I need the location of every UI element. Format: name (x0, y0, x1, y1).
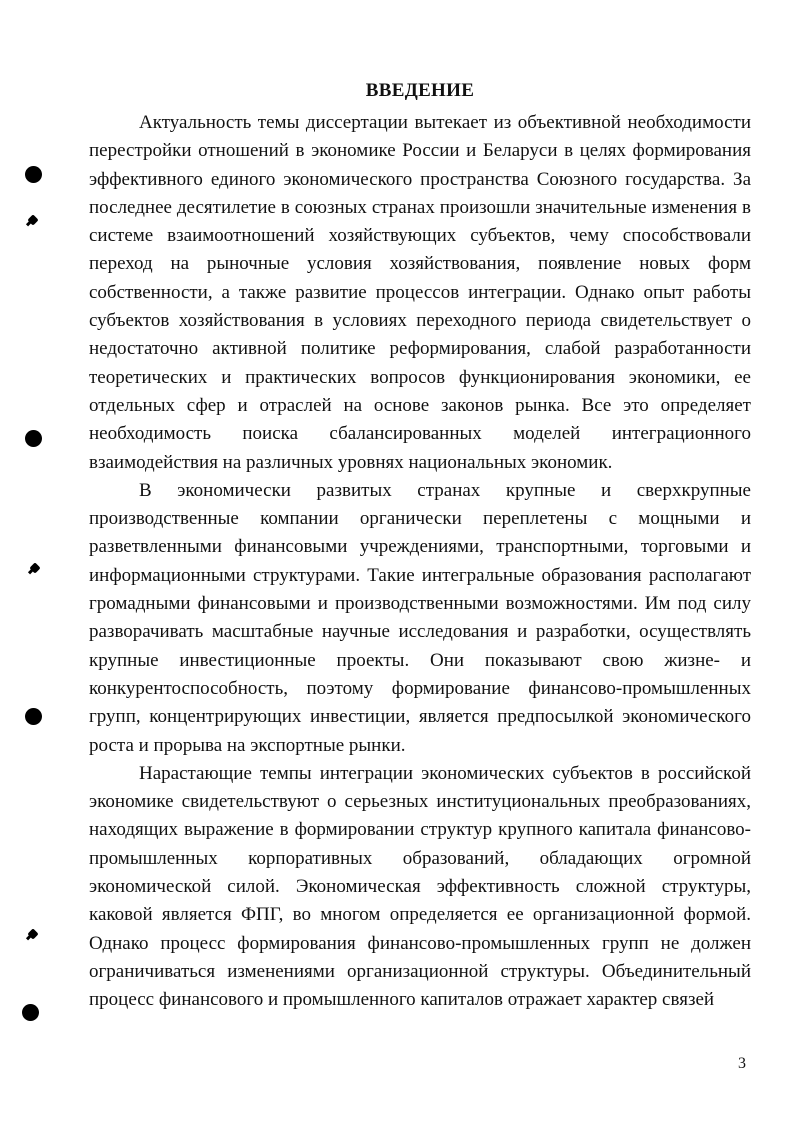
binder-hole (25, 708, 42, 725)
margin-mark (29, 562, 40, 573)
margin-mark (27, 214, 38, 225)
paragraph: В экономически развитых странах крупные и сверхкрупные производственные компании органически переплетены с мощными и разветвленными финансовыми учреждениями, транспортными, торговыми и информационными структурами. Такие интегральные образования располагают громадными финансовыми и производственными возможностями. Им под силу разворачивать масштабные научные исследования и разработки, осуществлять крупные инвестиционные проекты. Они показывают свою жизне- и конкурентоспособность, поэтому формирование финансово-промышленных групп, концентрирующих инвестиции, является предпосылкой экономического роста и прорыва на экспортные рынки. (89, 479, 751, 756)
page-number: 3 (738, 1055, 746, 1072)
body-text (89, 109, 751, 1015)
paragraph: Нарастающие темпы интеграции экономических субъектов в российской экономике свидетельствуют о серьезных институциональных преобразованиях, находящих выражение в формировании структур крупного капитала финансово-промышленных корпоративных образований, обладающих огромной экономической силой. Экономическая эффективность сложной структуры, каковой является ФПГ, во многом определяется ее организационной формой. Однако процесс формирования финансово-промышленных групп не должен ограничиваться изменениями организационной структуры. Объединительный процесс финансового и промышленного капиталов отражает характер связей (89, 762, 751, 1011)
paragraph: Актуальность темы диссертации вытекает из объективной необходимости перестройки отношений в экономике России и Беларуси в целях формирования эффективного единого экономического пространства Союзного государства. За последнее десятилетие в союзных странах произошли значительные изменения в системе взаимоотношений хозяйствующих субъектов, чему способствовали переход на рыночные условия хозяйствования, появление новых форм собственности, а также развитие процессов интеграции. Однако опыт работы субъектов хозяйствования в условиях переходного периода свидетельствует о недостаточно активной политике реформирования, слабой разработанности теоретических и практических вопросов функционирования экономики, ее отдельных сфер и отраслей на основе законов рынка. Все это определяет необходимость поиска сбалансированных моделей интеграционного взаимодействия на различных уровнях национальных экономик. (89, 112, 751, 473)
section-title: ВВЕДЕНИЕ (365, 80, 475, 101)
binder-hole (25, 430, 42, 447)
margin-mark (27, 928, 38, 939)
binder-hole (25, 166, 42, 183)
binder-hole (22, 1004, 39, 1021)
